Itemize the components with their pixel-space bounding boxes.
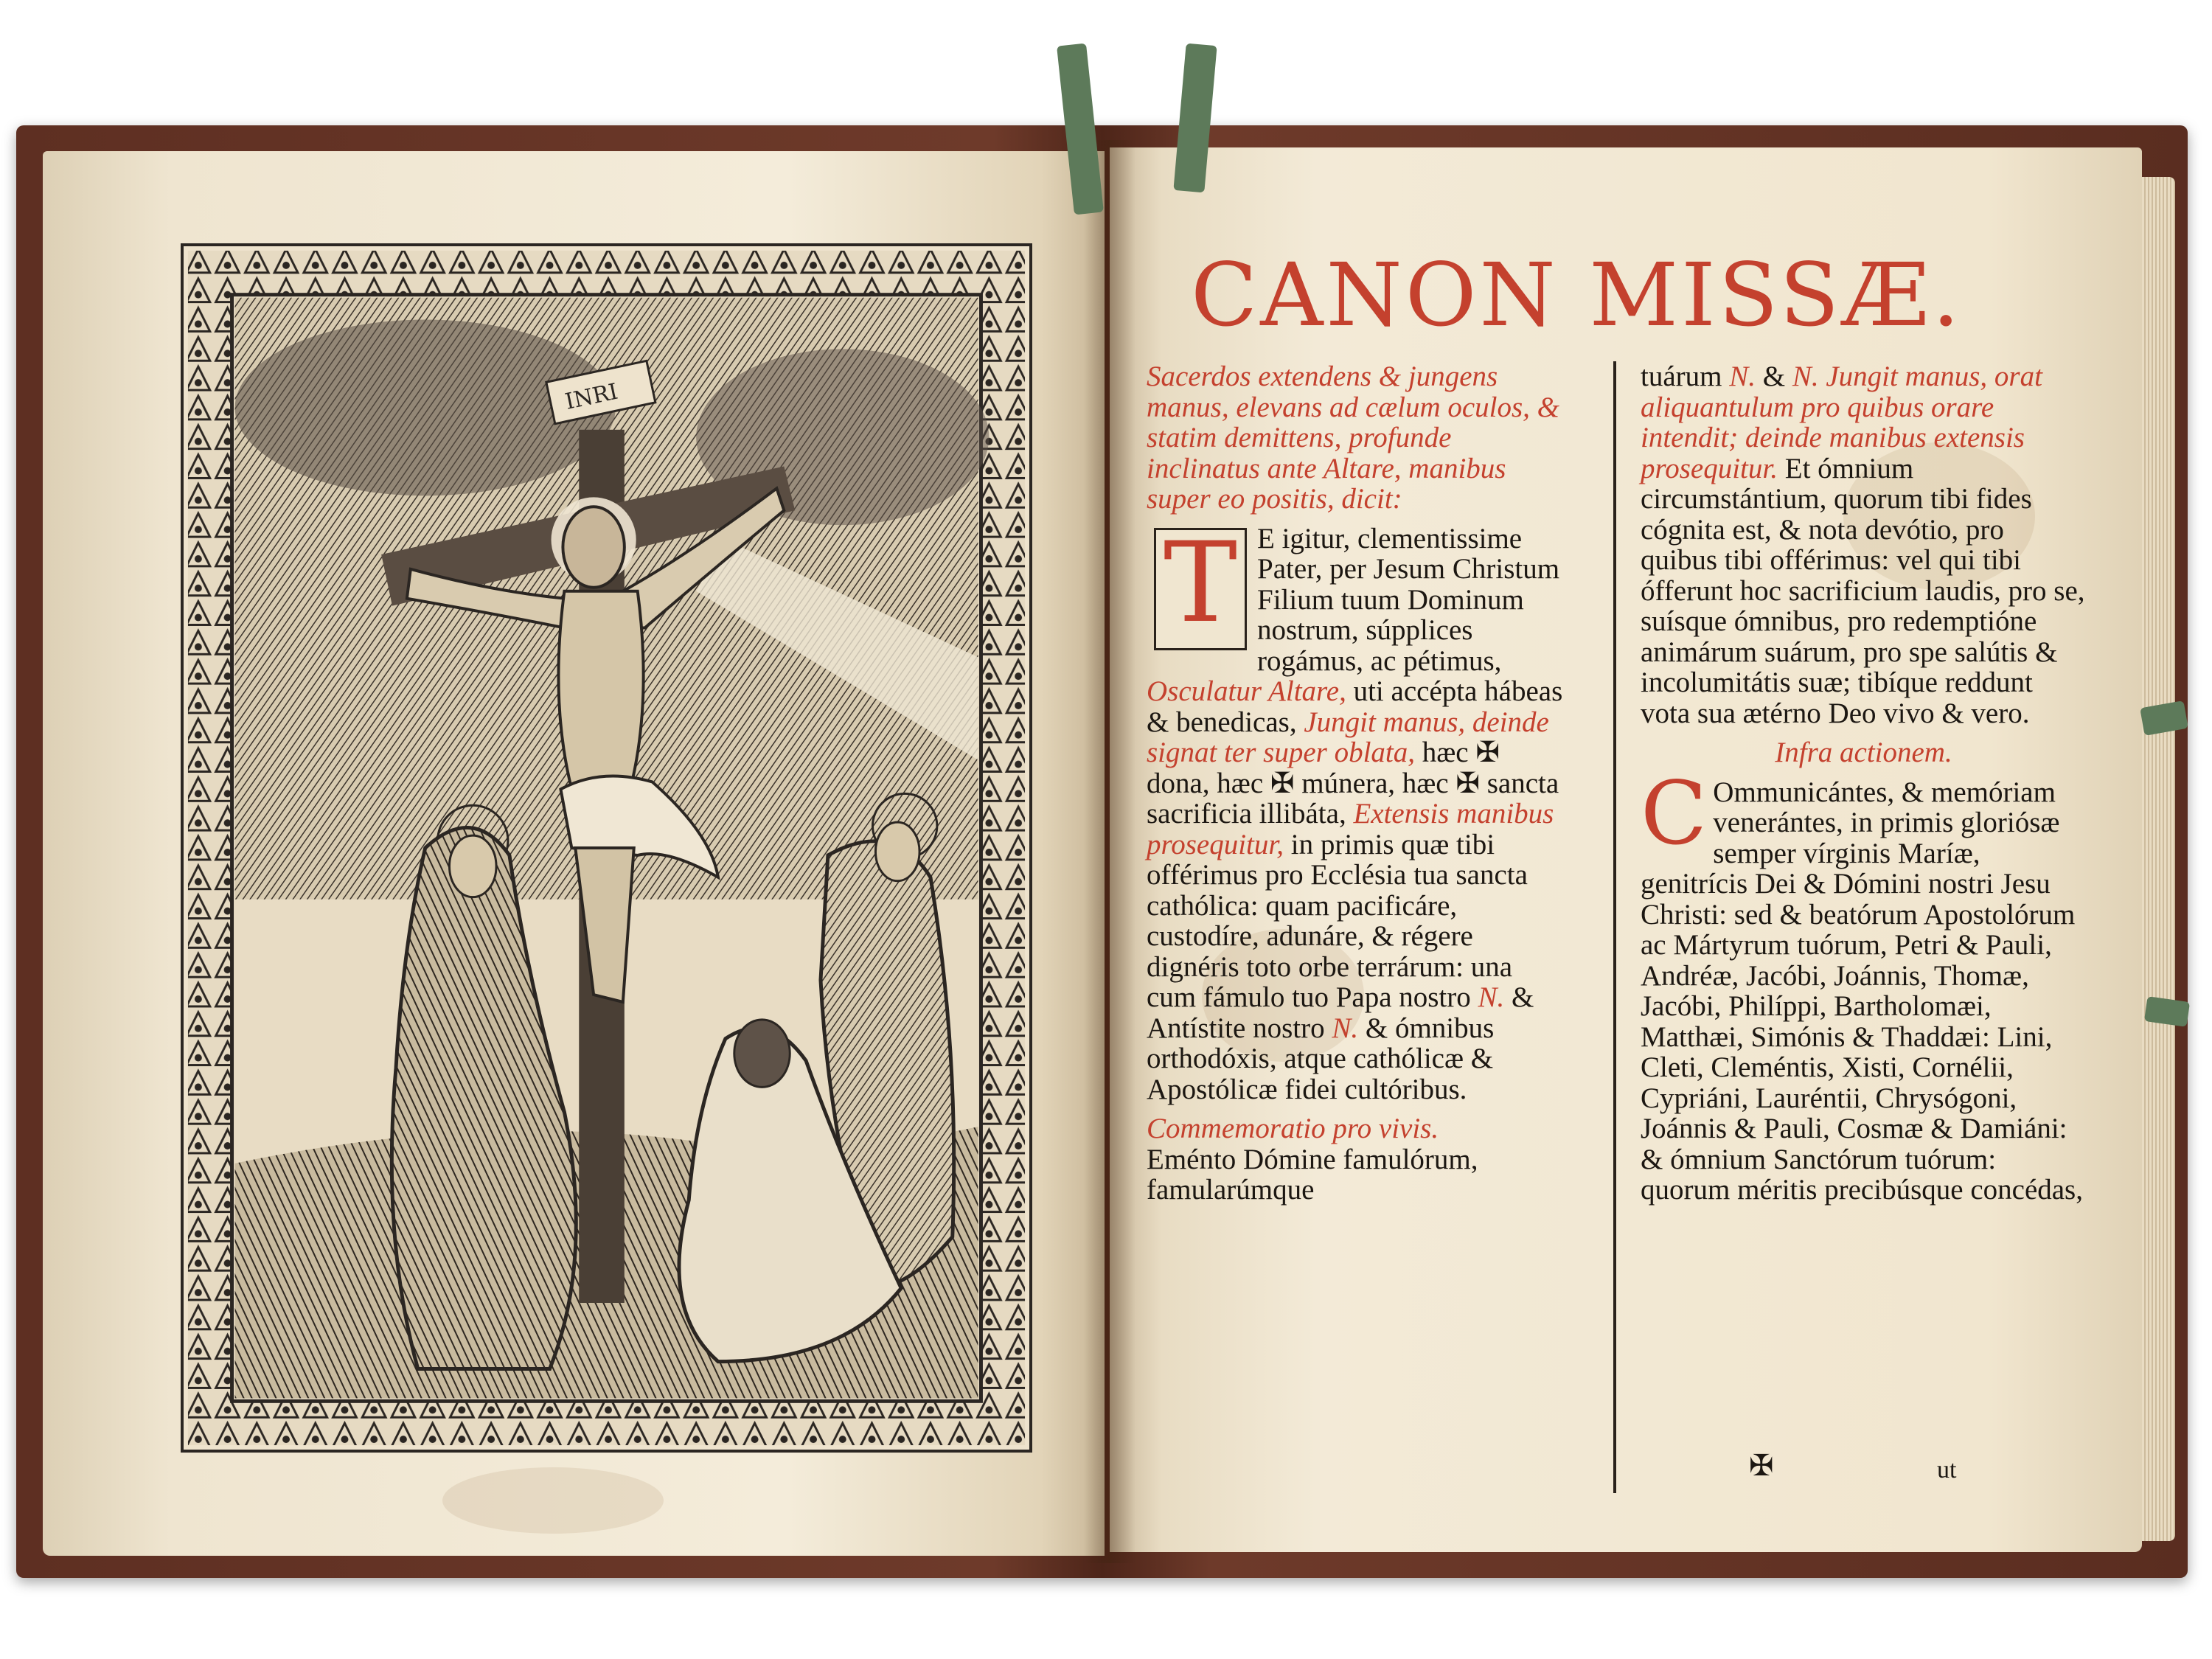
crucifixion-engraving <box>181 243 1032 1453</box>
christ-torso <box>558 591 643 790</box>
prayer-text: tuárum <box>1641 361 1722 392</box>
decorated-initial: T <box>1154 528 1247 650</box>
prayer-text: Ommunicántes, & memóriam venerántes, in primis gloriósæ semper vírginis Maríæ, genitrícis Dei & Dómini nostri Jesu Christi: sed & beatórum Apostolórum ac Mártyrum tuórum, Petri & Pauli, Andréæ, Jacóbi, Joánnis, Thomæ, Jacóbi, Philíppi, Bartholomæi, Matthæi, Simónis & Thaddæi: Lini, Cleti, Cleméntis, Xisti, Cornélii, Cypriáni, Lauréntii, Chrysógoni, Joánnis & Pauli, Cosmæ & Damiáni: & ómnium Sanctórum tuórum: quorum méritis precibúsque concédas, <box>1641 776 2083 1206</box>
rubric: Osculatur Altare, <box>1147 675 1346 707</box>
prayer-text: & Antístite nostro <box>1147 981 1534 1044</box>
rubric: Extensis manibus prosequitur, <box>1147 798 1554 860</box>
text-column-left <box>1147 361 1567 1214</box>
prayer-text: hæc ✠ dona, hæc ✠ múnera, hæc ✠ sancta sacrificia illibáta, <box>1147 737 1559 830</box>
paper-stain <box>442 1467 664 1534</box>
inri-inscription: INRI <box>563 378 621 415</box>
section-heading: Commemoratio pro vivis. <box>1147 1113 1439 1144</box>
christ-head <box>563 507 624 587</box>
engraving-picture <box>184 246 1029 1450</box>
prayer-text: Eménto Dómine famulórum, famularúmque <box>1147 1143 1478 1206</box>
text-column-right <box>1641 361 2087 1214</box>
spine-gutter <box>1084 140 1135 1563</box>
page-title: CANON MISSÆ. <box>1191 244 1963 346</box>
rubric: Sacerdos extendens & jungens manus, elevans ad cælum oculos, & statim demittens, profunde inclinatus ante Altare, manibus super eo positis, dicit: <box>1147 361 1560 515</box>
column-divider <box>1613 361 1616 1493</box>
catchword: ut <box>1937 1456 1957 1484</box>
prayer-text: & ómnibus orthodóxis, atque cathólicæ & Apostólicæ fidei cultóribus. <box>1147 1012 1495 1105</box>
name-placeholder: N. <box>1478 981 1505 1013</box>
prayer-text: uti accépta hábeas & benedicas, <box>1147 675 1563 738</box>
prayer-text: in primis quæ tibi offérimus pro Ecclésia tua sancta cathólica: quam pacificáre, custodíre, adunáre, & régere dignéris toto orbe terrárum: una cum fámulo tuo Papa nostro <box>1147 828 1528 1013</box>
rubric: Jungit manus, orat aliquantulum pro quibus orare intendit; deinde manibus extensis prosequitur. <box>1641 361 2042 484</box>
prayer-text: E igitur, clementissime Pater, per Jesum Christum Filium tuum Dominum nostrum, súpplices rogámus, ac pétimus, <box>1257 522 1560 677</box>
prayer-text: Et ómnium circumstántium, quorum tibi fides cógnita est, & nota devótio, pro quibus tibi offérimus: vel qui tibi ófferunt hoc sacrificium laudis, pro se, suísque ómnibus, pro redemptióne animárum suárum, pro spe salútis & incolumitátis suæ; tibíque reddunt vota sua ætérno Deo vivo & vero. <box>1641 452 2085 729</box>
name-placeholder: N. <box>1792 361 1819 392</box>
rubric: Jungit manus, deinde signat ter super oblata, <box>1147 706 1549 768</box>
cross-symbol: ✠ <box>1749 1449 1774 1483</box>
name-placeholder: N. <box>1332 1012 1359 1044</box>
prayer-text: & <box>1762 361 1786 392</box>
decorated-initial: C <box>1641 762 1708 864</box>
section-heading: Infra actionem. <box>1775 737 1952 768</box>
name-placeholder: N. <box>1729 361 1756 392</box>
